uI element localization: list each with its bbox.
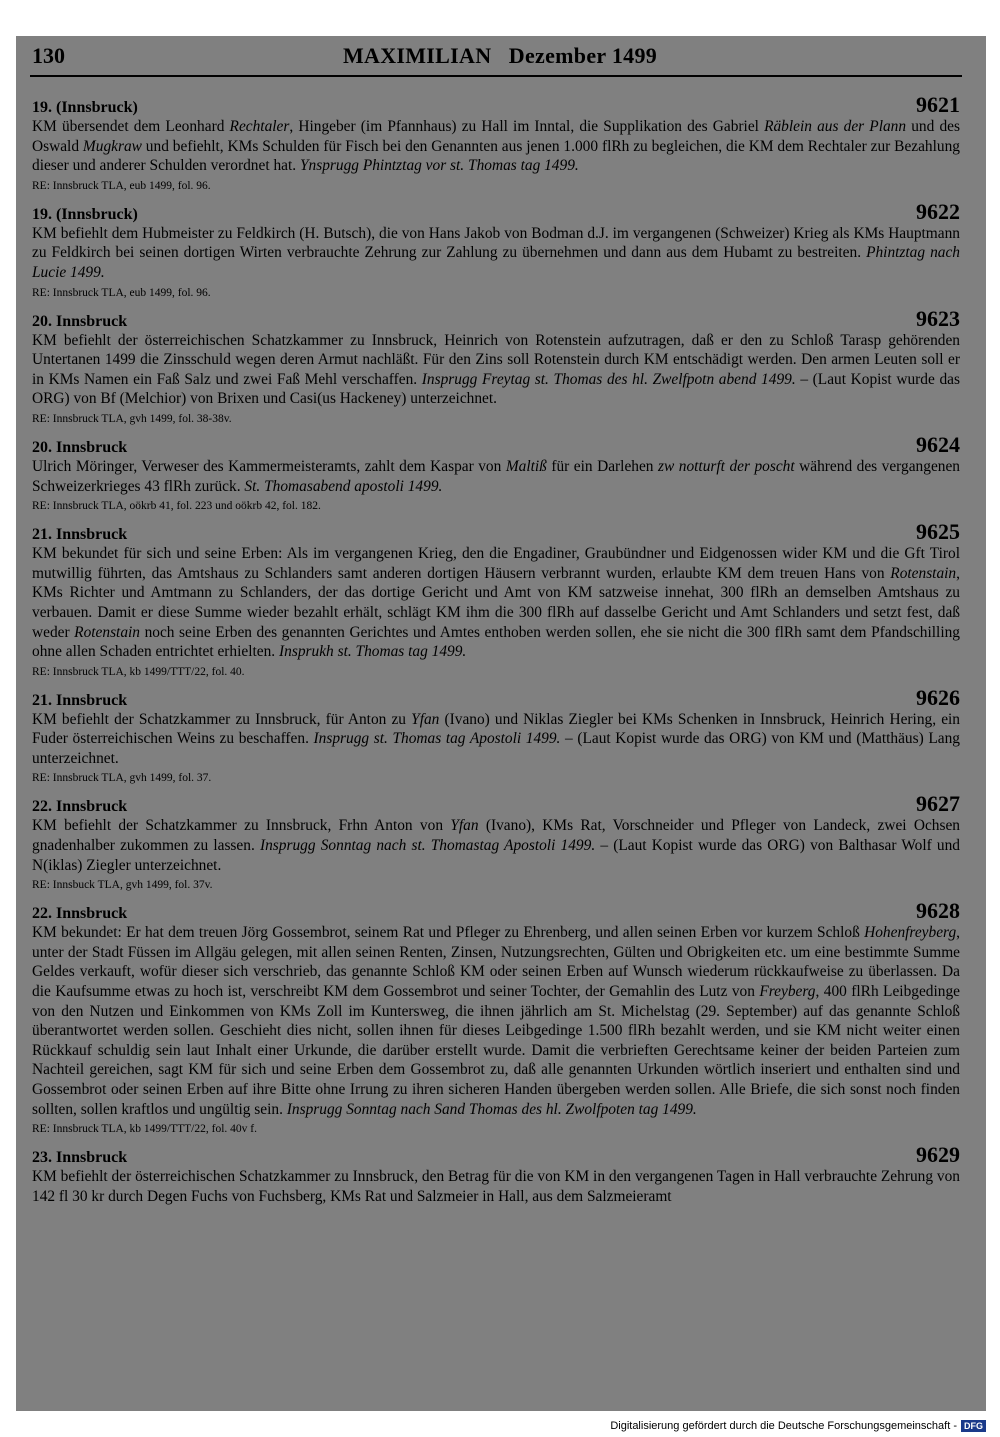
entry-date-place: 22. Innsbruck (32, 798, 128, 816)
entry-header (32, 92, 960, 117)
text-segment: noch seine Erben des genannten Gerichtes und Amtes enthoben werden sollen, ehe sie nicht die 300 flRh samt dem Pfandschilling ohne allen Schaden entrichtet erhielten. (32, 623, 961, 661)
italic-segment: Insprugg st. Thomas tag Apostoli 1499. (313, 730, 561, 748)
italic-segment: Phintztag nach Lucie 1499. (32, 244, 961, 281)
entry-date-place: 19. (Innsbruck) (32, 99, 138, 116)
entry-number: 9624 (916, 431, 960, 457)
entry-source-reference: RE: Innsbruck TLA, oökrb 41, fol. 223 und oökrb 42, fol. 182. (32, 500, 321, 513)
entry-date-place: 21. Innsbruck (32, 691, 128, 709)
entry-number: 9623 (916, 305, 960, 331)
entry-text (32, 710, 960, 769)
text-segment: für ein Darlehen (546, 457, 659, 475)
entry-number: 9621 (916, 92, 960, 117)
text-segment: , KMs Richter und Amtmann zu Schlanders, der das dortige Gericht und Amt von KM satzweise innehat, 300 flRh an demselben Amtshaus zu verbauen. Damit er diese Summe wieder bezahlt erhält, schlägt KM ihm die 300 flRh auf dasselbe Gericht und Amt Schlanders und setzt fest, daß weder (32, 564, 960, 641)
italic-segment: Insprukh st. Thomas tag 1499. (279, 643, 467, 661)
regest-entry (32, 898, 960, 1137)
entry-text (32, 117, 960, 176)
regest-entry (32, 92, 960, 194)
footer (610, 1420, 986, 1432)
italic-segment: Maltiß (505, 457, 547, 475)
entry-number: 9626 (916, 684, 960, 710)
entry-text (32, 544, 960, 662)
entry-source-reference: RE: Innsbuck TLA, gvh 1499, fol. 37v. (32, 879, 213, 892)
entry-text (32, 224, 960, 283)
entry-text (32, 923, 960, 1119)
text-segment: KM befiehlt der Schatzkammer zu Innsbruck, Frhn Anton von (32, 817, 451, 835)
entry-number: 9629 (916, 1142, 960, 1168)
footer-text: Digitalisierung gefördert durch die Deutsche Forschungsgemeinschaft - (610, 1420, 957, 1432)
entry-header (32, 684, 960, 710)
italic-segment: Rechtaler (229, 118, 290, 135)
regest-entry (32, 198, 961, 301)
entry-source-reference: RE: Innsbruck TLA, eub 1499, fol. 96. (32, 286, 211, 299)
running-title: MAXIMILIAN Dezember 1499 (342, 43, 658, 68)
italic-segment: Ynsprugg Phintztag vor st. Thomas tag 1499. (299, 157, 579, 175)
italic-segment: Insprugg Freytag st. Thomas des hl. Zwelfpotn abend 1499. (421, 370, 796, 388)
entry-source-reference: RE: Innsbruck TLA, gvh 1499, fol. 37. (32, 772, 212, 785)
regest-entry (32, 519, 961, 680)
italic-segment: Rotenstain (74, 623, 141, 641)
header-rule (30, 75, 962, 77)
text-segment: KM befiehlt der österreichischen Schatzkammer zu Innsbruck, den Betrag für die von KM in den vergangenen Tagen in Hall verbrauchte Zehrung von 142 fl 30 kr durch Degen Fuchs von Fuchsberg, KMs Rat und Salzmeier in Hall, aus dem Salzmeieramt (32, 1168, 960, 1205)
regest-entry (32, 431, 961, 514)
entry-header (32, 519, 960, 545)
text-segment: – (Laut Kopist wurde das ORG) von KM und (Matthäus) Lang unterzeichnet. (32, 730, 960, 767)
text-segment: KM befiehlt dem Hubmeister zu Feldkirch (H. Butsch), die von Hans Jakob von Bodman d.J. im vergangenen (Schweizer) Krieg als KMs Hauptmann zu Feldkirch bei seinen dortigen Wirten verbrauchte Zehrung zur Zahlung zu übernehmen und dann aus dem Hubamt zu bestreiten. (32, 224, 960, 262)
text-segment: KM bekundet für sich und seine Erben: Als im vergangenen Krieg, den die Engadiner, Graubündner und Eidgenossen wider KM und die Gft Tirol mutwillig führten, das Amtshaus zu Schlanders samt anderen dortigen Häusern verbrannt wurden, erlaubte KM dem treuen Hans von (32, 545, 960, 582)
page-number: 130 (32, 43, 65, 68)
entry-number: 9625 (916, 519, 960, 545)
entry-date-place: 21. Innsbruck (32, 526, 128, 544)
entry-date-place: 19. (Innsbruck) (32, 205, 138, 223)
entry-source-reference: RE: Innsbruck TLA, eub 1499, fol. 96. (32, 179, 211, 192)
text-segment: KM bekundet: Er hat dem treuen Jörg Gossembrot, seinem Rat und Pfleger zu Ehrenberg, und allen seinen Erben vor kurzem Schloß (32, 924, 865, 942)
italic-segment: zw notturft der poscht (658, 457, 795, 475)
text-segment: KM befiehlt der österreichischen Schatzkammer zu Innsbruck, Heinrich von Rotenstein aufzutragen, daß er den zu Schloß Tarasp gehörenden Untertanen 1499 die Zinsschuld wegen deren Armut nachläßt. Für den Zins soll Rotenstein durch KM entschädigt werden. Den armen Leuten soll er in KMs Namen ein Faß Salz und zwei Faß Mehl verschaffen. (32, 331, 960, 388)
text-segment: – (Laut Kopist wurde das ORG) von Balthasar Wolf und N(iklas) Ziegler unterzeichnet. (32, 837, 960, 874)
italic-segment: Räblein aus der Plann (764, 118, 907, 135)
italic-segment: Insprugg Sonntag nach st. Thomastag Apostoli 1499. (259, 837, 596, 855)
text-segment: (Ivano) und Niklas Ziegler bei KMs Schenken in Innsbruck, Heinrich Hering, ein Fuder österreichischen Weins zu beschaffen. (32, 710, 960, 748)
italic-segment: Insprugg Sonntag nach Sand Thomas des hl. Zwolfpoten tag 1499. (286, 1100, 697, 1118)
entry-number: 9627 (916, 791, 960, 817)
entry-text (32, 816, 960, 875)
italic-segment: Yfan (411, 710, 440, 728)
text-segment: KM übersendet dem Leonhard (32, 118, 230, 135)
entry-source-reference: RE: Innsbruck TLA, gvh 1499, fol. 38-38v. (32, 412, 232, 425)
dfg-logo: DFG (961, 1420, 986, 1432)
text-segment: , unter der Stadt Füssen im Allgäu gelegen, mit allen seinen Renten, Zinsen, Nutzungsrechten, Gülten und Obrigkeiten etc. um eine bestimmte Summe Geldes verkauft, wofür dieser sich verschrieb, das genannte Schloß KM oder seinen Erben auf Wunsch wiederum rückkaufweise zu überlassen. Da die Kaufsumme etwas zu hoch ist, verschreibt KM dem Gossembrot und seiner Tochter, der Gemahlin des Lutz von (32, 924, 960, 1001)
entry-date-place: 20. Innsbruck (32, 438, 128, 456)
entries-list (32, 92, 961, 1214)
entry-header (32, 791, 960, 817)
regest-entry (32, 684, 960, 787)
text-segment: und des Oswald (32, 118, 960, 155)
regest-entry (32, 305, 960, 427)
text-segment: (Ivano), KMs Rat, Vorschneider und Pfleger von Landeck, zwei Ochsen gnadenhalber zukommen zu lassen. (32, 817, 961, 855)
entry-source-reference: RE: Innsbruck TLA, kb 1499/TTT/22, fol. 40. (32, 665, 245, 678)
regest-entry (32, 791, 961, 893)
italic-segment: Rotenstain (890, 564, 957, 582)
entry-header (32, 1142, 960, 1168)
entry-date-place: 22. Innsbruck (32, 905, 128, 923)
entry-source-reference: RE: Innsbruck TLA, kb 1499/TTT/22, fol. 40v f. (32, 1123, 257, 1136)
text-segment: und befiehlt, KMs Schulden für Fisch bei den Genannten aus jenen 1.000 flRh zu begleichen, die KM dem Rechtaler zur Bezahlung dieser und anderer Schulden verordnet hat. (32, 137, 960, 175)
italic-segment: St. Thomasabend apostoli 1499. (244, 477, 443, 495)
entry-text (32, 331, 960, 409)
text-segment: , 400 flRh Leibgedinge von den Nutzen und Einkommen von KMs Zoll im Kuntersweg, die ihnen jährlich am St. Michelstag (29. September) auf das genannte Schloß überantwortet werden sollen. Geschieht dies nicht, sollen ihnen für dieses Leibgedinge 1.500 flRh bezahlt werden, und sie KM nicht weiter einen Rückkauf schuldig sein laut Inhalt einer Urkunde, die darüber erstellt wurde. Damit die verbrieften Gerechtsame keiner der beiden Parteien zum Nachteil gereichen, sagt KM für sich und seine Erben dem Gossembrot zu, daß alle genannten Urkunden wörtlich inseriert und enthalten sind und Gossembrot oder seinen Erben auf ihre Bitte ohne Irrung zu ihren sicheren Handen übergeben werden sollen. Alle Briefe, die sich sonst noch finden sollten, sollen kraftlos und ungültig sein. (32, 983, 960, 1118)
entry-header (32, 305, 960, 331)
text-segment: Ulrich Möringer, Verweser des Kammermeisteramts, zahlt dem Kaspar von (32, 457, 506, 475)
italic-segment: Mugkraw (82, 137, 142, 155)
entry-header (32, 198, 960, 224)
italic-segment: Yfan (450, 817, 479, 835)
text-segment: – (Laut Kopist wurde das ORG) von Bf (Melchior) von Brixen und Casi(us Hackeney) unterzeichnet. (32, 370, 960, 408)
entry-header (32, 898, 960, 924)
entry-date-place: 20. Innsbruck (32, 312, 128, 330)
entry-text (32, 1167, 960, 1206)
text-segment: KM befiehlt der Schatzkammer zu Innsbruck, für Anton zu (32, 710, 412, 728)
text-segment: während des vergangenen Schweizerkrieges 43 flRh zurück. (32, 457, 961, 495)
italic-segment: Freyberg (759, 983, 816, 1001)
entry-number: 9628 (916, 898, 960, 924)
entry-text (32, 457, 960, 496)
entry-date-place: 23. Innsbruck (32, 1149, 128, 1167)
text-segment: , Hingeber (im Pfannhaus) zu Hall im Inntal, die Supplikation des Gabriel (289, 118, 765, 135)
entry-number: 9622 (916, 198, 960, 224)
italic-segment: Hohenfreyberg (864, 924, 957, 942)
entry-header (32, 431, 960, 457)
regest-entry (32, 1142, 960, 1206)
